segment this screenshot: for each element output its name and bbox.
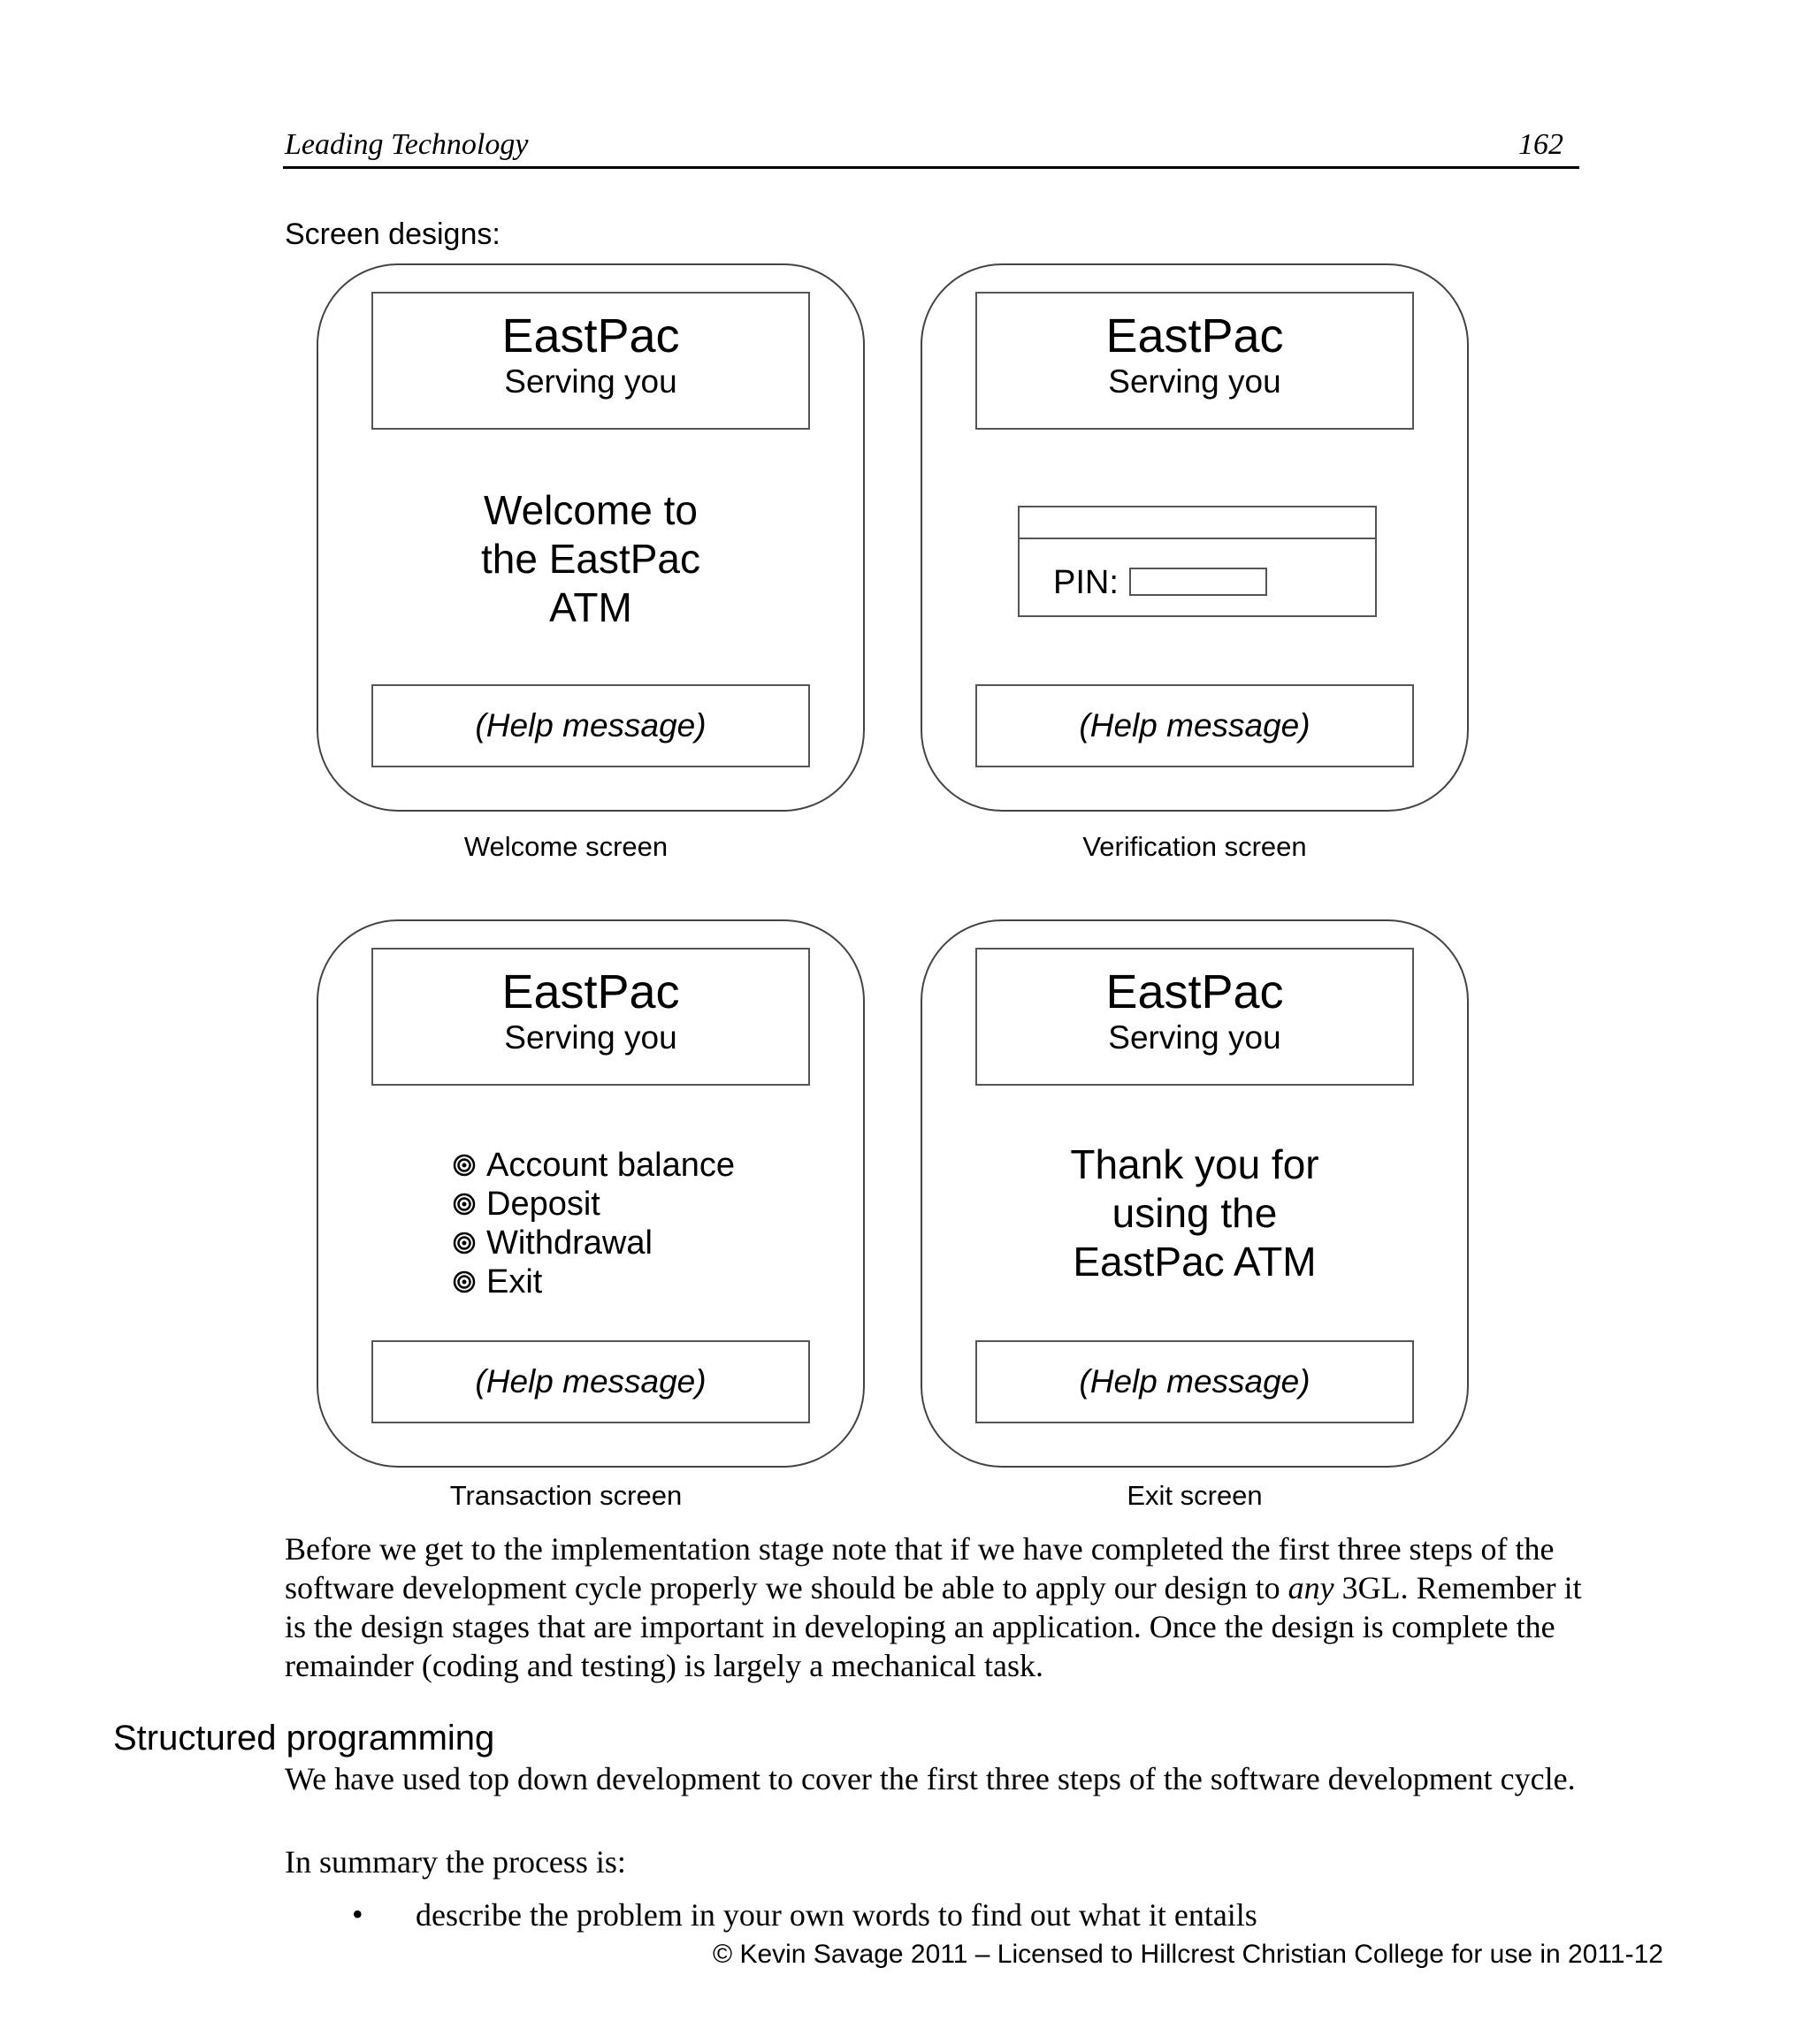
transaction-screen-caption: Transaction screen bbox=[449, 1480, 683, 1511]
section-heading: Structured programming bbox=[113, 1719, 495, 1758]
help-message-box: (Help message) bbox=[975, 1340, 1414, 1423]
pin-dialog bbox=[1018, 506, 1377, 617]
header-rule bbox=[283, 166, 1579, 169]
welcome-message bbox=[318, 486, 863, 632]
page-number: 162 bbox=[1518, 128, 1563, 161]
menu-option-deposit[interactable] bbox=[453, 1185, 735, 1224]
brand-tagline: Serving you bbox=[504, 1019, 677, 1056]
radio-option-icon bbox=[453, 1232, 476, 1255]
bullet-icon: • bbox=[352, 1896, 363, 1932]
paragraph-text: 3GL. Remember it is the design stages that are important in developing an application. Once the design is complete the remainder (coding and testing) is largely a mechanical task. bbox=[285, 1570, 1582, 1683]
brand-panel bbox=[371, 292, 810, 430]
message-line: Thank you for bbox=[1070, 1141, 1319, 1187]
brand-name: EastPac bbox=[501, 309, 680, 362]
implementation-paragraph bbox=[285, 1529, 1593, 1685]
exit-message bbox=[922, 1140, 1467, 1286]
message-line: the EastPac bbox=[480, 536, 701, 582]
exit-screen-caption: Exit screen bbox=[1127, 1480, 1263, 1511]
brand-panel bbox=[975, 292, 1414, 430]
transaction-menu bbox=[453, 1146, 735, 1301]
menu-option-withdrawal[interactable] bbox=[453, 1224, 735, 1262]
pin-input[interactable] bbox=[1129, 568, 1267, 596]
option-label: Account balance bbox=[486, 1147, 735, 1184]
verification-screen-mockup bbox=[921, 263, 1469, 812]
emphasis-text: any bbox=[1288, 1570, 1334, 1605]
message-line: Welcome to bbox=[483, 487, 699, 533]
dialog-title-bar bbox=[1020, 538, 1375, 539]
welcome-screen-mockup bbox=[317, 263, 865, 812]
verification-screen-caption: Verification screen bbox=[1082, 831, 1307, 862]
option-label: Exit bbox=[486, 1263, 543, 1300]
brand-panel bbox=[371, 948, 810, 1086]
brand-name: EastPac bbox=[1105, 309, 1284, 362]
option-label: Deposit bbox=[486, 1186, 600, 1223]
radio-option-icon bbox=[453, 1154, 476, 1177]
paragraph-text: Before we get to the implementation stage note that if we have completed the first three steps of the software development cycle properly we should be able to apply our design to bbox=[285, 1531, 1555, 1605]
message-line: ATM bbox=[549, 584, 632, 630]
brand-name: EastPac bbox=[1105, 965, 1284, 1018]
transaction-screen-mockup bbox=[317, 919, 865, 1468]
help-message-box: (Help message) bbox=[975, 684, 1414, 767]
brand-tagline: Serving you bbox=[504, 363, 677, 400]
help-message-box: (Help message) bbox=[371, 1340, 810, 1423]
running-header-title: Leading Technology bbox=[285, 128, 529, 161]
pin-label: PIN: bbox=[1053, 564, 1119, 601]
summary-paragraph: In summary the process is: bbox=[285, 1844, 626, 1880]
copyright-footer: © Kevin Savage 2011 – Licensed to Hillcrest Christian College for use in 2011-12 bbox=[713, 1940, 1663, 1969]
menu-option-exit[interactable] bbox=[453, 1262, 735, 1301]
option-label: Withdrawal bbox=[486, 1224, 653, 1262]
section-label: Screen designs: bbox=[285, 217, 501, 251]
brand-name: EastPac bbox=[501, 965, 680, 1018]
brand-tagline: Serving you bbox=[1108, 363, 1281, 400]
help-message-box: (Help message) bbox=[371, 684, 810, 767]
message-line: EastPac ATM bbox=[1073, 1239, 1317, 1285]
top-down-paragraph: We have used top down development to cover the first three steps of the software development cycle. bbox=[285, 1761, 1576, 1796]
brand-panel bbox=[975, 948, 1414, 1086]
radio-option-icon bbox=[453, 1270, 476, 1293]
radio-option-icon bbox=[453, 1193, 476, 1216]
menu-option-account-balance[interactable] bbox=[453, 1146, 735, 1185]
brand-tagline: Serving you bbox=[1108, 1019, 1281, 1056]
bullet-item: describe the problem in your own words to find out what it entails bbox=[416, 1897, 1257, 1933]
exit-screen-mockup bbox=[921, 919, 1469, 1468]
welcome-screen-caption: Welcome screen bbox=[463, 831, 669, 862]
message-line: using the bbox=[1112, 1190, 1278, 1236]
